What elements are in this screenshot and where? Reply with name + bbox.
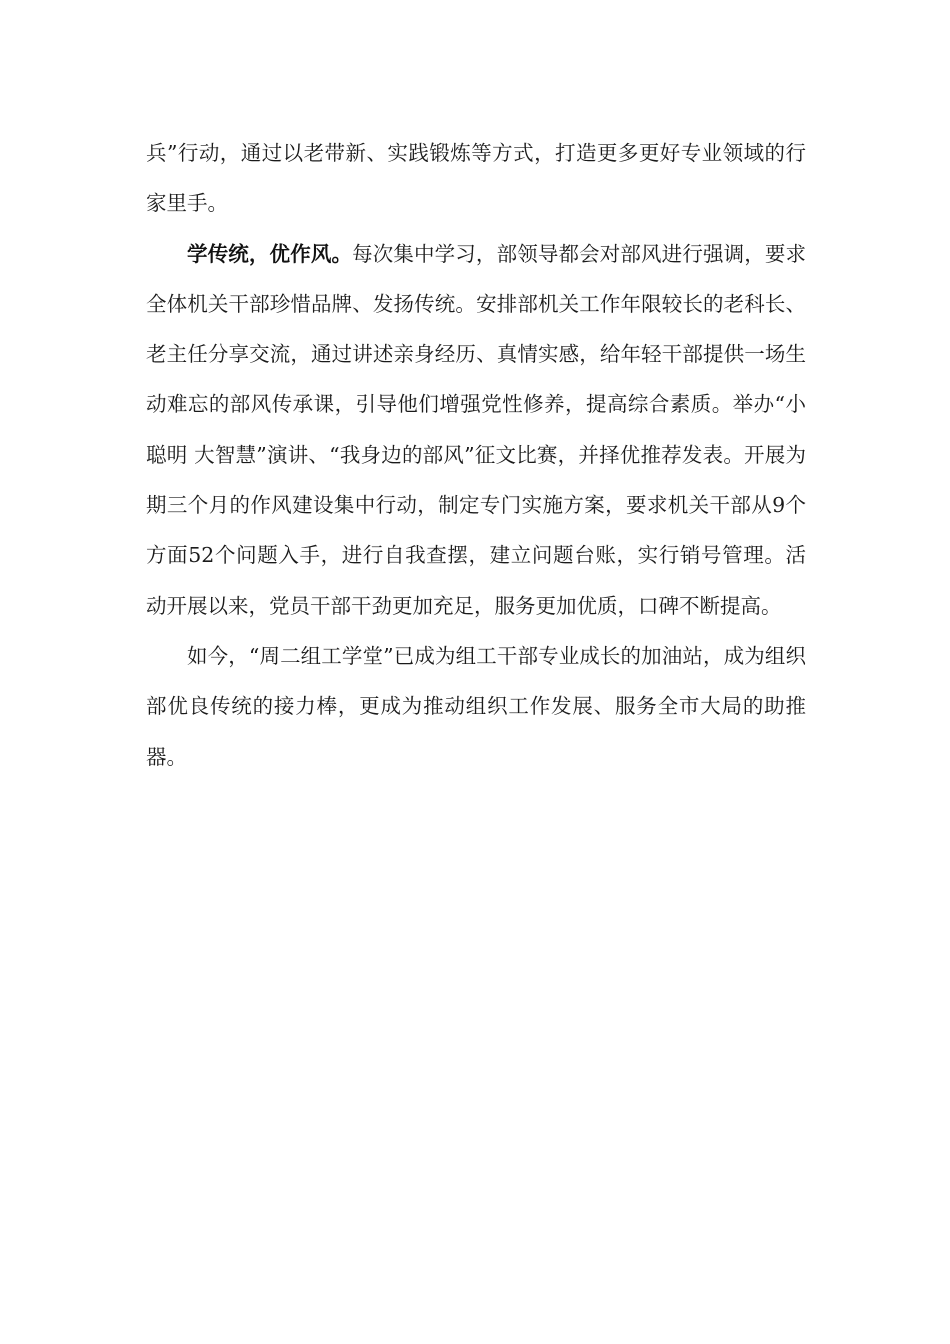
document-body bbox=[146, 128, 806, 782]
paragraph-conclusion bbox=[146, 631, 806, 782]
paragraph-text: 每次集中学习，部领导都会对部风进行强调，要求全体机关干部珍惜品牌、发扬传统。安排部机关工作年限较长的老科长、老主任分享交流，通过讲述亲身经历、真情实感，给年轻干部提供一场生动难忘的部风传承课，引导他们增强党性修养，提高综合素质。举办“小聪明 大智慧”演讲、“我身边的部风”征文比赛，并择优推荐发表。开展为期三个月的作风建设集中行动，制定专门实施方案，要求机关干部从9个方面52个问题入手，进行自我查摆，建立问题台账，实行销号管理。活动开展以来，党员干部干劲更加充足，服务更加优质，口碑不断提高。 bbox=[146, 241, 807, 618]
paragraph-continuation bbox=[146, 128, 806, 229]
paragraph-heading: 学传统，优作风。 bbox=[187, 241, 353, 266]
paragraph-text: 兵”行动，通过以老带新、实践锻炼等方式，打造更多更好专业领域的行家里手。 bbox=[146, 141, 806, 216]
paragraph-text: 如今，“周二组工学堂”已成为组工干部专业成长的加油站，成为组织部优良传统的接力棒，更成为推动组织工作发展、服务全市大局的助推器。 bbox=[146, 643, 806, 769]
paragraph-tradition bbox=[146, 229, 806, 631]
